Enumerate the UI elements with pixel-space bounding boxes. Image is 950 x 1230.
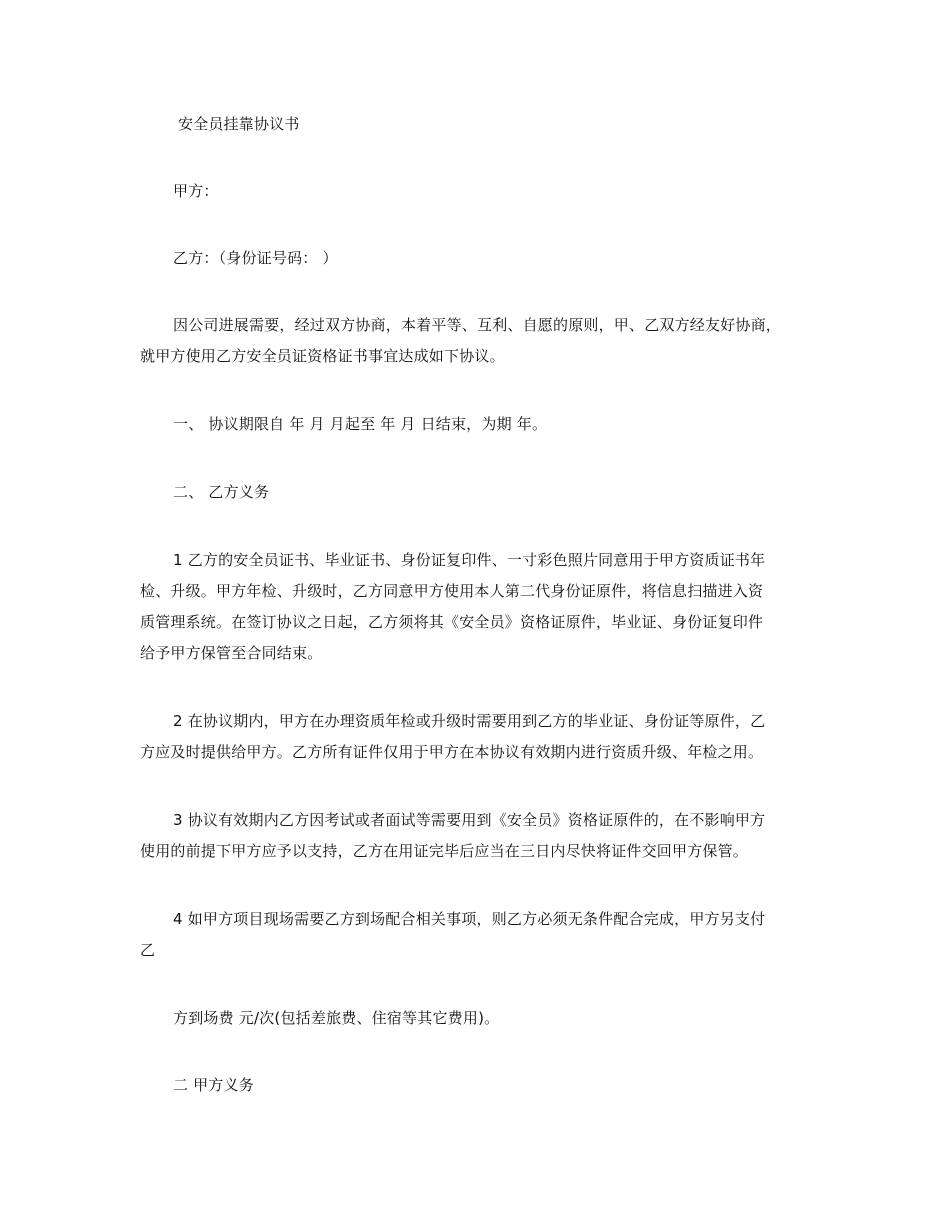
clause-1-line-3: 质管理系统。在签订协议之日起，乙方须将其《安全员》资格证原件，毕业证、身份证复印件 <box>140 613 764 631</box>
clause-1-line-1: 1 乙方的安全员证书、毕业证书、身份证复印件、一寸彩色照片同意用于甲方资质证书年 <box>173 551 766 569</box>
clause-4-line-2: 乙 <box>140 941 156 959</box>
section-3-heading: 二 甲方义务 <box>173 1076 254 1094</box>
party-b-line: 乙方：（身份证号码： ） <box>173 249 338 267</box>
clause-3-line-1: 3 协议有效期内乙方因考试或者面试等需要用到《安全员》资格证原件的，在不影响甲方 <box>173 811 766 829</box>
section-1-term: 一、 协议期限自 年 月 月起至 年 月 日结束，为期 年。 <box>173 415 548 433</box>
clause-4-line-1: 4 如甲方项目现场需要乙方到场配合相关事项，则乙方必须无条件配合完成，甲方另支付 <box>173 910 766 928</box>
clause-2-line-1: 2 在协议期内，甲方在办理资质年检或升级时需要用到乙方的毕业证、身份证等原件，乙 <box>173 712 766 730</box>
document-title: 安全员挂靠协议书 <box>178 115 300 133</box>
clause-1-line-2: 检、升级。甲方年检、升级时，乙方同意甲方使用本人第二代身份证原件，将信息扫描进入资 <box>140 582 764 600</box>
party-a-line: 甲方： <box>173 182 219 200</box>
intro-line-2: 就甲方使用乙方安全员证资格证书事宜达成如下协议。 <box>140 347 505 365</box>
clause-4-line-3: 方到场费 元/次(包括差旅费、住宿等其它费用)。 <box>173 1009 500 1027</box>
clause-2-line-2: 方应及时提供给甲方。乙方所有证件仅用于甲方在本协议有效期内进行资质升级、年检之用。 <box>140 743 764 761</box>
clause-3-line-2: 使用的前提下甲方应予以支持，乙方在用证完毕后应当在三日内尽快将证件交回甲方保管。 <box>140 842 749 860</box>
section-2-heading: 二、 乙方义务 <box>173 483 270 501</box>
clause-1-line-4: 给予甲方保管至合同结束。 <box>140 644 323 662</box>
intro-line-1: 因公司进展需要，经过双方协商，本着平等、互利、自愿的原则，甲、乙双方经友好协商， <box>173 316 782 334</box>
